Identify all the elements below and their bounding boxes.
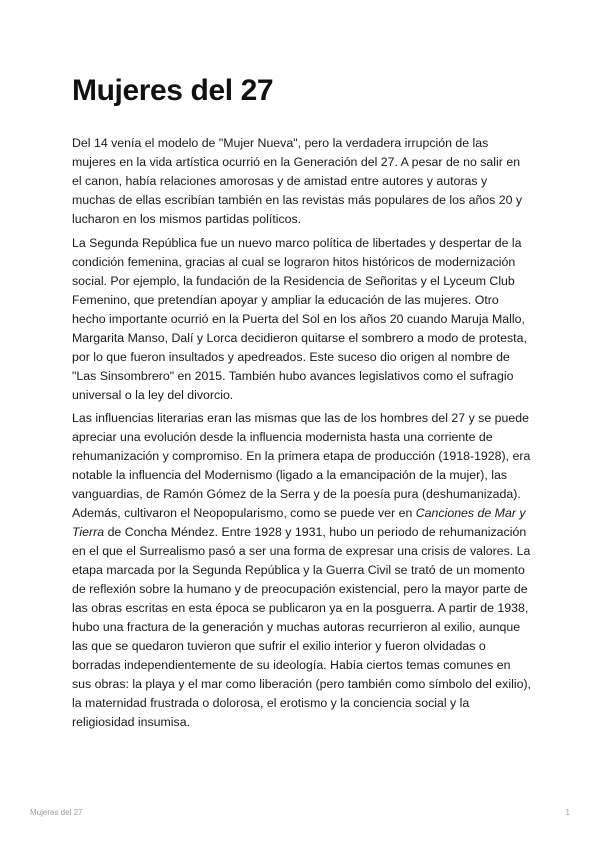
body-text xyxy=(72,134,532,737)
paragraph-2: La Segunda República fue un nuevo marco política de libertades y despertar de la condición femenina, gracias al cual se lograron hitos históricos de modernización social. Por ejemplo, la fundación de la Residencia de Señoritas y el Lyceum Club Femenino, que pretendían apoyar y ampliar la educación de las mujeres. Otro hecho importante ocurrió en la Puerta del Sol en los años 20 cuando Maruja Mallo, Margarita Manso, Dalí y Lorca decidieron quitarse el sombrero a modo de protesta, por lo que fueron insultados y apedreados. Este suceso dio origen al nombre de "Las Sinsombrero" en 2015. También hubo avances legislativos como el sufragio universal o la ley del divorcio. xyxy=(72,235,527,402)
paragraph-1: Del 14 venía el modelo de "Mujer Nueva", pero la verdadera irrupción de las mujeres en la vida artística ocurrió en la Generación del 27. A pesar de no salir en el canon, había relaciones amorosas y de amistad entre autores y autoras y muchas de ellas escribían también en las revistas más populares de los años 20 y lucharon en los mismos partidas políticos. xyxy=(72,136,523,226)
footer-running-title: Mujeres del 27 xyxy=(30,808,83,817)
paragraph-3-part-1: Las influencias literarias eran las mismas que las de los hombres del 27 y se puede apreciar una evolución desde la influencia modernista hasta una corriente de rehumanización y compromiso. En la primera etapa de producción (1918-1928), era notable la influencia del Modernismo (ligado a la emancipación de la mujer), las vanguardias, de Ramón Gómez de la Serra y de la poesía pura (deshumanizada). Además, cultivaron el Neopopularismo, como se puede ver en xyxy=(72,411,531,520)
book-title-italic: Canciones de Mar y Tierra xyxy=(72,506,526,539)
paragraph-3-part-2: de Concha Méndez. Entre 1928 y 1931, hubo un periodo de rehumanización en el que el Surrealismo pasó a ser una forma de expresar una crisis de valores. La etapa marcada por la Segunda República y la Guerra Civil se trató de un momento de reflexión sobre la humano y de preocupación existencial, pero la mayor parte de las obras escritas en esta época se publicaron ya en la posguerra. A partir de 1938, hubo una fractura de la generación y muchas autoras recurrieron al exilio, aunque las que se quedaron tuvieron que sufrir el exilio interior y fueron olvidadas o borradas independientemente de su ideología. Había ciertos temas comunes en sus obras: la playa y el mar como liberación (pero también como símbolo del exilio), la maternidad frustrada o dolorosa, el erotismo y la conciencia social y la religiosidad insumisa. xyxy=(72,525,531,729)
paragraph-3 xyxy=(72,409,532,732)
footer-page-number: 1 xyxy=(565,808,570,817)
page-title: Mujeres del 27 xyxy=(72,74,274,107)
